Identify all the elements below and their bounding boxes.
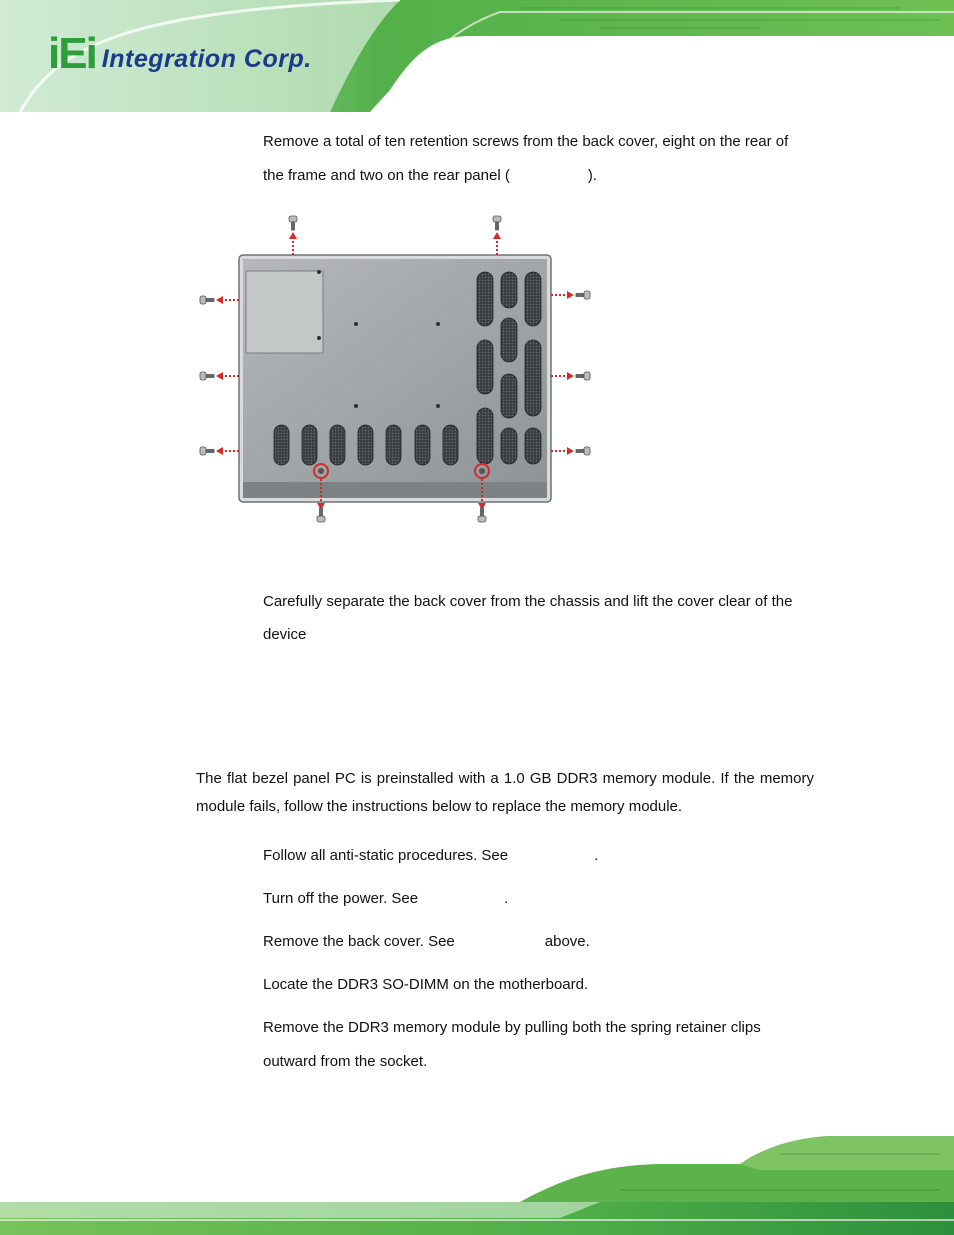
procedure-step-2 [263, 882, 508, 916]
procedure-step-3 [263, 925, 590, 959]
procedure-step-5-line2: outward from the socket. [263, 1053, 428, 1070]
procedure-step-3-after: above. [544, 933, 590, 950]
logo-mark: iEi [48, 29, 96, 78]
step2-line1: Carefully separate the back cover from the chassis and lift the cover clear of the [263, 593, 793, 610]
company-logo [48, 28, 312, 78]
memory-intro-paragraph: The flat bezel panel PC is preinstalled with a 1.0 GB DDR3 memory module. If the memory module fails, follow the instructions below to replace the memory module. [196, 770, 814, 815]
back-cover-screws-figure [196, 210, 596, 530]
procedure-step-2-after: . [504, 890, 509, 907]
step1-line1: Remove a total of ten retention screws from the back cover, eight on the rear of [263, 133, 789, 150]
procedure-step-1-before: Follow all anti-static procedures. See [263, 847, 509, 864]
procedure-step-2-before: Turn off the power. See [263, 890, 419, 907]
step1-line2-before: the frame and two on the rear panel ( [263, 167, 510, 184]
procedure-step-1 [263, 839, 598, 873]
logo-text: Integration Corp. [101, 45, 312, 73]
procedure-step-3-before: Remove the back cover. See [263, 933, 455, 950]
step1-line2 [263, 159, 597, 193]
procedure-step-1-after: . [594, 847, 599, 864]
step1-line2-after: ). [587, 167, 597, 184]
procedure-step-4: Locate the DDR3 SO-DIMM on the motherboard. [263, 976, 589, 993]
procedure-step-5-line1: Remove the DDR3 memory module by pulling both the spring retainer clips [263, 1019, 761, 1036]
footer-banner [0, 1130, 954, 1235]
step2-line2: device [263, 626, 307, 643]
